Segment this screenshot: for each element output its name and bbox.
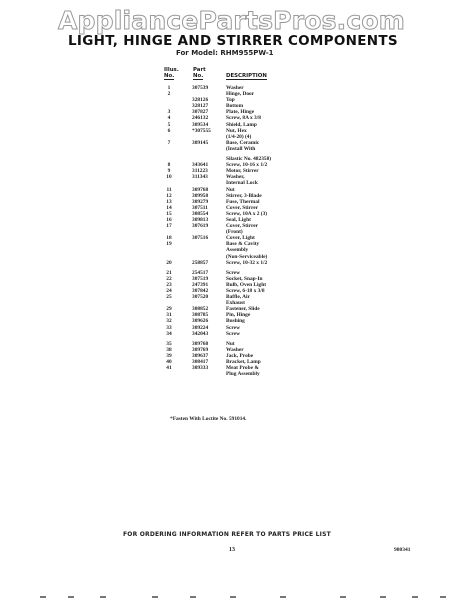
illus-no-cell: 29 — [166, 306, 172, 313]
illus-no-cell: 40 — [166, 359, 172, 366]
table-row — [158, 331, 358, 337]
part-no-cell: 309626 — [192, 318, 209, 325]
header-part-no-label: No. — [193, 73, 204, 79]
description-cell: Fastener, Slide — [226, 306, 260, 313]
part-no-cell: 309768 — [192, 340, 209, 347]
illus-no-cell: 21 — [166, 269, 172, 276]
description-cell: Nut — [226, 340, 235, 347]
description-cell: Top — [226, 97, 235, 104]
description-cell: Hinge, Door — [226, 91, 255, 98]
description-cell: Bulb, Oven Light — [226, 281, 266, 288]
illus-no-cell: 25 — [166, 294, 172, 301]
description-cell: Screw, 6-18 x 3/8 — [226, 288, 265, 294]
description-cell: Silastic No. 482358) — [226, 156, 272, 163]
illus-no-cell: 1 — [167, 85, 171, 91]
part-no-cell: 311223 — [192, 168, 208, 175]
description-cell: Screw — [226, 324, 240, 331]
header-part-no — [193, 67, 217, 80]
description-cell: Jack, Probe — [226, 352, 254, 359]
illus-no-cell: 39 — [166, 352, 172, 359]
part-no-cell: 307619 — [192, 223, 209, 230]
description-cell: Screw, 10-16 x 1/2 — [226, 162, 268, 169]
description-cell: Screw, 8A x 3/8 — [226, 115, 261, 122]
description-cell: Washer, — [226, 174, 245, 181]
part-no-cell: 308554 — [192, 210, 209, 217]
description-cell: Seal, Light — [226, 216, 251, 223]
part-no-cell: 258857 — [192, 259, 209, 266]
description-cell: Bushing — [226, 318, 245, 325]
part-no-cell: 308852 — [192, 306, 209, 313]
description-cell: Nut — [226, 186, 235, 193]
footnote: *Fasten With Loctite No. 591014. — [170, 416, 247, 422]
description-cell: (Non-Serviceable) — [226, 253, 268, 260]
illus-no-cell: 24 — [166, 288, 172, 294]
part-no-cell: 309958 — [192, 192, 209, 199]
part-no-cell: 307842 — [192, 288, 209, 294]
illus-no-cell: 22 — [166, 275, 172, 282]
description-cell: Cover, Stirrer — [226, 204, 259, 211]
description-cell: (1/4-20) (4) — [226, 133, 252, 140]
description-cell: Pin, Hinge — [226, 312, 251, 319]
page-number: 13 — [229, 547, 235, 553]
illus-no-cell: 18 — [166, 235, 172, 242]
part-no-cell: 309769 — [192, 346, 209, 353]
part-no-cell: 342043 — [192, 330, 209, 337]
part-no-cell: 328126 — [192, 97, 209, 104]
illus-no-cell: 11 — [166, 186, 172, 193]
illus-no-cell: 34 — [166, 330, 172, 337]
description-cell: Cover, Light — [226, 235, 255, 242]
header-illus-no-label: No. — [164, 73, 175, 79]
illus-no-cell: 8 — [167, 162, 171, 169]
parts-table — [158, 67, 358, 377]
description-cell: Nut, Hex — [226, 127, 247, 134]
illus-no-cell: 19 — [166, 241, 172, 248]
part-no-cell: 309534 — [192, 121, 209, 128]
description-cell: (Front) — [226, 229, 243, 236]
part-no-cell: 328127 — [192, 103, 209, 110]
illus-no-cell: 17 — [166, 223, 172, 230]
part-no-cell: 307519 — [192, 275, 209, 282]
description-cell: Screw, 10A x 2 (3) — [226, 210, 268, 217]
description-cell: Meat Probe & — [226, 365, 259, 372]
part-no-cell: 307511 — [192, 204, 208, 211]
description-cell: Motor, Stirrer — [226, 168, 259, 175]
part-no-cell: 246132 — [192, 115, 209, 122]
illus-no-cell: 9 — [167, 168, 171, 175]
header-illus-no — [164, 67, 184, 80]
illus-no-cell: 38 — [166, 346, 172, 353]
table-row — [158, 146, 358, 152]
description-cell: Stirrer, 3-Blade — [226, 192, 262, 199]
illus-no-cell: 4 — [167, 115, 171, 122]
part-no-cell: 308785 — [192, 312, 209, 319]
description-cell: Cover, Stirrer — [226, 223, 259, 230]
header-description-label: DESCRIPTION — [226, 73, 267, 79]
illus-no-cell: 32 — [166, 318, 172, 325]
header-illus-label: Illus. — [164, 67, 179, 73]
part-no-cell: *307555 — [192, 127, 211, 134]
part-no-cell: 247391 — [192, 281, 209, 288]
description-cell: Screw, 10-32 x 1/2 — [226, 259, 268, 266]
part-no-cell: 307827 — [192, 109, 209, 116]
page-title: LIGHT, HINGE AND STIRRER COMPONENTS — [68, 33, 398, 49]
description-cell: Plate, Hinge — [226, 109, 255, 116]
part-no-cell: 311343 — [192, 174, 208, 181]
description-cell: Screw — [226, 269, 240, 276]
description-cell: Bottom — [226, 103, 244, 110]
description-cell: Assembly — [226, 247, 249, 254]
part-no-cell: 307516 — [192, 235, 209, 242]
illus-no-cell: 13 — [166, 198, 172, 205]
scan-artifact-line — [40, 596, 460, 599]
illus-no-cell: 23 — [166, 281, 172, 288]
part-no-cell: 309279 — [192, 198, 209, 205]
part-no-cell: 307539 — [192, 85, 209, 91]
description-cell: Base, Ceramic — [226, 139, 260, 146]
part-no-cell: 343641 — [192, 162, 209, 169]
part-no-cell: 307520 — [192, 294, 209, 301]
table-row — [158, 371, 358, 377]
illus-no-cell: 35 — [166, 340, 172, 347]
description-cell: Base & Cavity — [226, 241, 260, 248]
model-number: For Model: RHM955PW-1 — [176, 49, 274, 57]
part-no-cell: 309813 — [192, 216, 209, 223]
part-no-cell: 309333 — [192, 365, 209, 372]
description-cell: Washer — [226, 85, 244, 91]
description-cell: Shield, Lamp — [226, 121, 257, 128]
illus-no-cell: 33 — [166, 324, 172, 331]
illus-no-cell: 7 — [167, 139, 171, 146]
part-no-cell: 309637 — [192, 352, 209, 359]
description-cell: Screw — [226, 330, 240, 337]
table-row — [158, 260, 358, 266]
watermark: AppliancePartsPros.com — [57, 6, 406, 35]
table-header — [158, 67, 358, 85]
illus-no-cell: 2 — [167, 91, 171, 98]
header-part-label: Part — [193, 67, 206, 73]
description-cell: (Install With — [226, 145, 256, 152]
part-no-cell: 308417 — [192, 359, 209, 366]
illus-no-cell: 41 — [166, 365, 172, 372]
illus-no-cell: 6 — [167, 127, 171, 134]
illus-no-cell: 10 — [166, 174, 172, 181]
description-cell: Internal Lock — [226, 180, 258, 187]
illus-no-cell: 3 — [167, 109, 171, 116]
illus-no-cell: 12 — [166, 192, 172, 199]
description-cell: Baffle, Air — [226, 294, 250, 301]
illus-no-cell: 5 — [167, 121, 171, 128]
header-description — [226, 73, 267, 80]
description-cell: Fuse, Thermal — [226, 198, 260, 205]
document-number: 980341 — [394, 547, 411, 553]
description-cell: Washer — [226, 346, 244, 353]
part-no-cell: 309145 — [192, 139, 209, 146]
part-no-cell: 309224 — [192, 324, 209, 331]
part-no-cell: 254517 — [192, 269, 209, 276]
description-cell: Plug Assembly — [226, 371, 260, 378]
illus-no-cell: 15 — [166, 210, 172, 217]
description-cell: Bracket, Lamp — [226, 359, 261, 366]
table-body — [158, 85, 358, 377]
part-no-cell: 309768 — [192, 186, 209, 193]
illus-no-cell: 14 — [166, 204, 172, 211]
illus-no-cell: 20 — [166, 259, 172, 266]
illus-no-cell: 16 — [166, 216, 172, 223]
description-cell: Socket, Snap-In — [226, 275, 263, 282]
ordering-note: FOR ORDERING INFORMATION REFER TO PARTS PRICE LIST — [123, 531, 331, 538]
illus-no-cell: 31 — [166, 312, 172, 319]
description-cell: Exhaust — [226, 300, 245, 307]
